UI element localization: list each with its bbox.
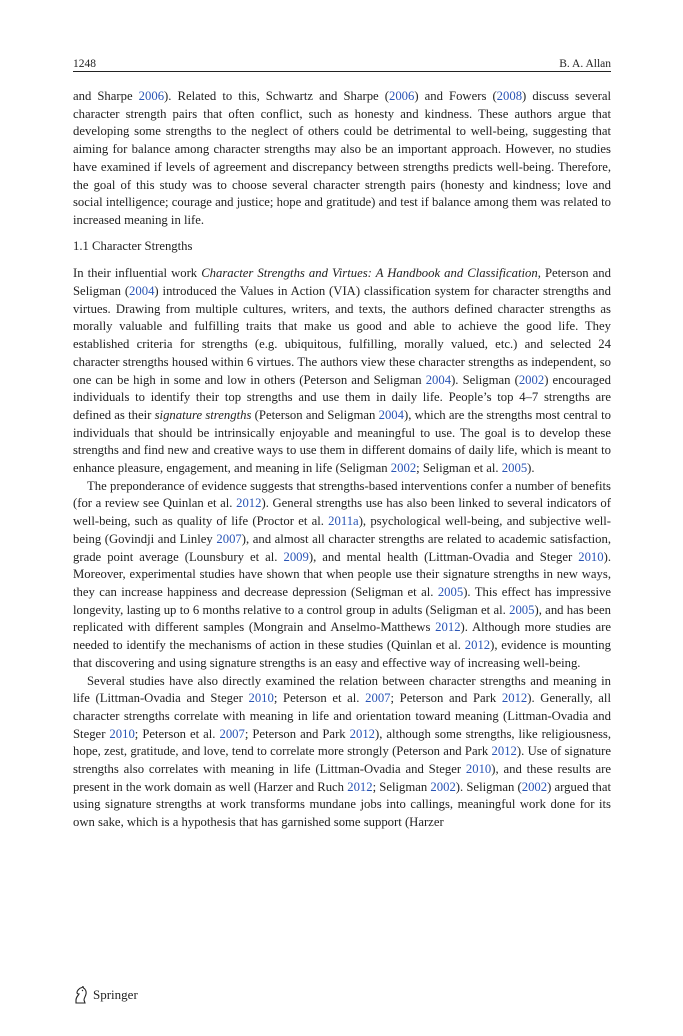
text-run: ; Peterson and Park <box>390 691 502 706</box>
paragraph <box>73 265 611 477</box>
text-run: Several studies have also directly examined the relation between character strengths and meaning in life (Littman-Ovadia and Steger <box>73 673 611 706</box>
text-run: ), evidence is mounting that discovering and using signature strengths is an easy and effective way of increasing well-being. <box>73 638 611 670</box>
body-text <box>73 88 611 832</box>
citation-link[interactable]: 2006 <box>388 89 415 103</box>
text-run: ). Seligman ( <box>455 779 522 794</box>
citation-link[interactable]: 2012 <box>464 638 491 653</box>
citation-link[interactable]: 2005 <box>509 602 535 617</box>
citation-link[interactable]: 2010 <box>465 762 492 777</box>
text-run: ), and these results are present in the work domain as well (Harzer and Ruch <box>73 762 611 794</box>
citation-link[interactable]: 2010 <box>578 549 604 564</box>
running-author: B. A. Allan <box>559 58 611 70</box>
text-run: , Peterson and Seligman ( <box>73 266 611 299</box>
text-run: ). Moreover, experimental studies have shown that when people use their signature strengths in new ways, they can increase happiness and decrease depression (Seligman et al. <box>73 549 611 599</box>
text-run: ; Seligman <box>372 779 431 794</box>
header-rule <box>73 71 611 72</box>
text-run: and Sharpe <box>73 89 139 103</box>
text-run: ; Peterson et al. <box>273 691 366 706</box>
text-run: ) encouraged individuals to identify their top strengths and use them in daily life. People’s top 4–7 strengths are defined as their <box>73 372 611 422</box>
text-run: ), although some strengths, like religiousness, hope, zest, gratitude, and love, tend to correlate more strongly (Peterson and Park <box>73 726 611 759</box>
citation-link[interactable]: 2007 <box>219 726 245 741</box>
citation-link[interactable]: 2005 <box>437 584 464 599</box>
citation-link[interactable]: 2012 <box>347 779 373 794</box>
citation-link[interactable]: 2012 <box>349 726 376 741</box>
text-run: ; Seligman et al. <box>416 461 502 476</box>
text-run: ), and almost all character strengths are related to academic satisfaction, grade point average (Lounsbury et al. <box>73 531 611 564</box>
text-run: ) discuss several character strength pairs that often conflict, such as honesty and kindness. These authors argue that developing some strengths to the neglect of others could be detrimental to well-being, suggesting that aiming for balance among character strengths may also be an important approach. However, no studies have examined if levels of agreement and discrepancy between strengths predicts well-being. Therefore, the goal of this study was to choose several character strength pairs (honesty and kindness; love and social intelligence; courage and justice; hope and gratitude) and test if balance among them was related to increased meaning in life. <box>73 89 611 227</box>
citation-link[interactable]: 2007 <box>365 691 391 706</box>
citation-link[interactable]: 2004 <box>129 284 155 299</box>
running-header <box>73 52 611 70</box>
paragraph <box>73 88 611 230</box>
citation-link[interactable]: 2010 <box>109 726 135 741</box>
text-run: The preponderance of evidence suggests that strengths-based interventions confer a number of benefits (for a review see Quinlan et al. <box>73 478 611 511</box>
citation-link[interactable]: 2009 <box>283 549 309 564</box>
citation-link[interactable]: 2008 <box>496 89 523 103</box>
text-run: ), which are the strengths most central to individuals that should be intrinsically enjoyable and meaningful to use. The goal is to develop these strengths and find new and creative ways to use them in different domains of daily life, which is meant to enhance pleasure, engagement, and meaning in life (Seligman <box>73 407 612 476</box>
citation-link[interactable]: 2012 <box>236 496 262 511</box>
text-run: ). Related to this, Schwartz and Sharpe ( <box>164 89 389 103</box>
text-run: ) argued that using signature strengths at work transforms mundane jobs into callings, meaningful work done for its own sake, which is a hypothesis that has garnished some support (Harzer <box>73 779 611 830</box>
text-run: (Peterson and Seligman <box>251 407 379 422</box>
publisher-name: Springer <box>93 987 138 1002</box>
citation-link[interactable]: 2004 <box>425 372 452 387</box>
text-run: ). <box>527 461 535 476</box>
text-run: ). This effect has impressive longevity, lasting up to 6 months relative to a control group in adults (Seligman et al. <box>73 584 611 617</box>
citation-link[interactable]: 2012 <box>491 744 517 759</box>
text-run: ), and mental health (Littman-Ovadia and Steger <box>308 549 579 564</box>
citation-link[interactable]: 2002 <box>430 779 456 794</box>
text-run: ). Although more studies are needed to identify the mechanisms of action in these studies (Quinlan et al. <box>73 620 611 653</box>
text-run: ). Generally, all character strengths correlate with meaning in life and orientation toward meaning (Littman-Ovadia and Steger <box>73 691 611 741</box>
text-run: ) introduced the Values in Action (VIA) classification system for character strengths and virtues. Drawing from multiple cultures, writers, and texts, the authors defined character strengths as morally valuable and fulfilling traits that make us good and able to achieve the good life. They established criteria for strengths (e.g. ubiquitous, fulfilling, morally valued, etc.) and selected 24 character strengths housed within 6 virtues. The authors view these character strengths as independent, so one can be high in some and low in others (Peterson and Seligman <box>73 284 611 387</box>
citation-link[interactable]: 2002 <box>390 461 417 476</box>
citation-link[interactable]: 2010 <box>248 691 274 706</box>
publisher-footer <box>73 985 138 1005</box>
page-number: 1248 <box>73 58 96 70</box>
text-run: ) and Fowers ( <box>414 89 497 103</box>
paragraph <box>73 673 611 832</box>
italic-text: Character Strengths and Virtues: A Handbook and Classification <box>201 266 538 281</box>
citation-link[interactable]: 2012 <box>501 691 528 706</box>
springer-knight-icon <box>73 986 89 1004</box>
text-run: ). Seligman ( <box>451 372 519 387</box>
text-run: ), and has been replicated with different samples (Mongrain and Anselmo-Matthews <box>73 602 611 635</box>
text-run: ). General strengths use has also been linked to several indicators of well-being, such as quality of life (Proctor et al. <box>73 496 611 529</box>
citation-link[interactable]: 2002 <box>521 779 548 794</box>
text-run: In their influential work <box>73 266 202 281</box>
citation-link[interactable]: 2011a <box>328 514 359 529</box>
citation-link[interactable]: 2002 <box>518 372 545 387</box>
citation-link[interactable]: 2012 <box>435 620 461 635</box>
text-run: ), psychological well-being, and subjective well-being (Govindji and Linley <box>73 514 612 546</box>
italic-text: signature strengths <box>154 407 252 422</box>
text-run: ; Peterson and Park <box>244 726 350 741</box>
section-heading: 1.1 Character Strengths <box>73 238 193 253</box>
paragraph <box>73 478 611 673</box>
citation-link[interactable]: 2006 <box>138 89 165 103</box>
citation-link[interactable]: 2004 <box>378 407 404 422</box>
text-run: ). Use of signature strengths also correlates with meaning in life (Littman-Ovadia and Steger <box>73 744 611 777</box>
citation-link[interactable]: 2007 <box>216 531 242 546</box>
citation-link[interactable]: 2005 <box>501 461 528 476</box>
text-run: ; Peterson et al. <box>134 726 220 741</box>
